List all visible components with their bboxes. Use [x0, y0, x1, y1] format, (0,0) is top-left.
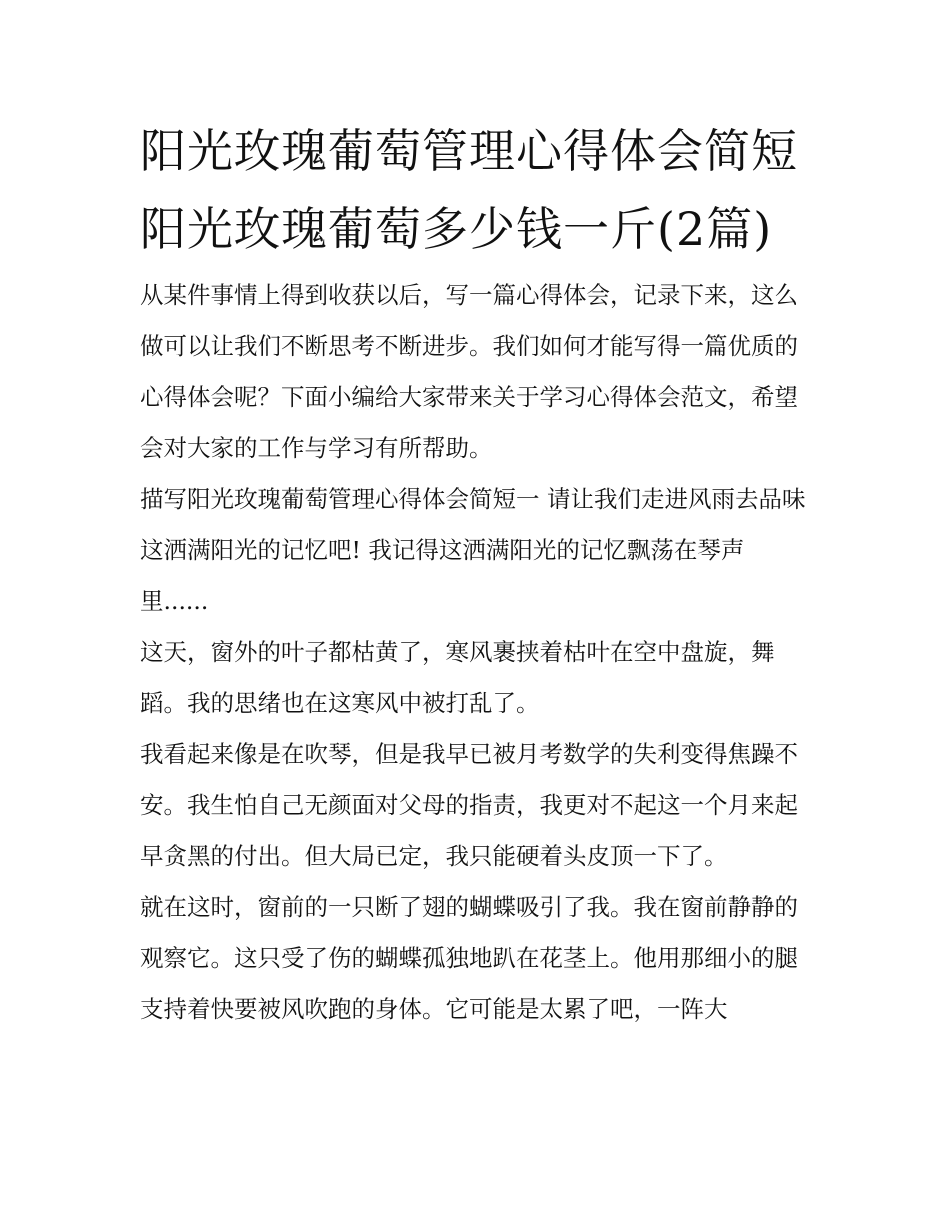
document-page — [140, 112, 812, 1035]
paragraph-intro: 从某件事情上得到收获以后，写一篇心得体会，记录下来，这么做可以让我们不断思考不断进步。我们如何才能写得一篇优质的心得体会呢？下面小编给大家带来关于学习心得体会范文，希望会对大家的工作与学习有所帮助。 — [140, 281, 798, 462]
paragraph-exam-anxiety: 我看起来像是在吹琴，但是我早已被月考数学的失利变得焦躁不安。我生怕自己无颜面对父母的指责，我更对不起这一个月来起早贪黑的付出。但大局已定，我只能硬着头皮顶一下了。 — [140, 740, 798, 870]
document-title: 阳光玫瑰葡萄管理心得体会简短 阳光玫瑰葡萄多少钱一斤(2篇) — [140, 124, 798, 256]
paragraph-butterfly: 就在这时，窗前的一只断了翅的蝴蝶吸引了我。我在窗前静静的观察它。这只受了伤的蝴蝶孤独地趴在花茎上。他用那细小的腿支持着快要被风吹跑的身体。它可能是太累了吧，一阵大 — [140, 893, 798, 1023]
paragraph-essay-heading: 描写阳光玫瑰葡萄管理心得体会简短一 请让我们走进风雨去品味这洒满阳光的记忆吧! 我记得这洒满阳光的记忆飘荡在琴声里...... — [140, 485, 806, 615]
paragraph-window-leaves: 这天，窗外的叶子都枯黄了，寒风裹挟着枯叶在空中盘旋，舞蹈。我的思绪也在这寒风中被打乱了。 — [140, 638, 775, 717]
